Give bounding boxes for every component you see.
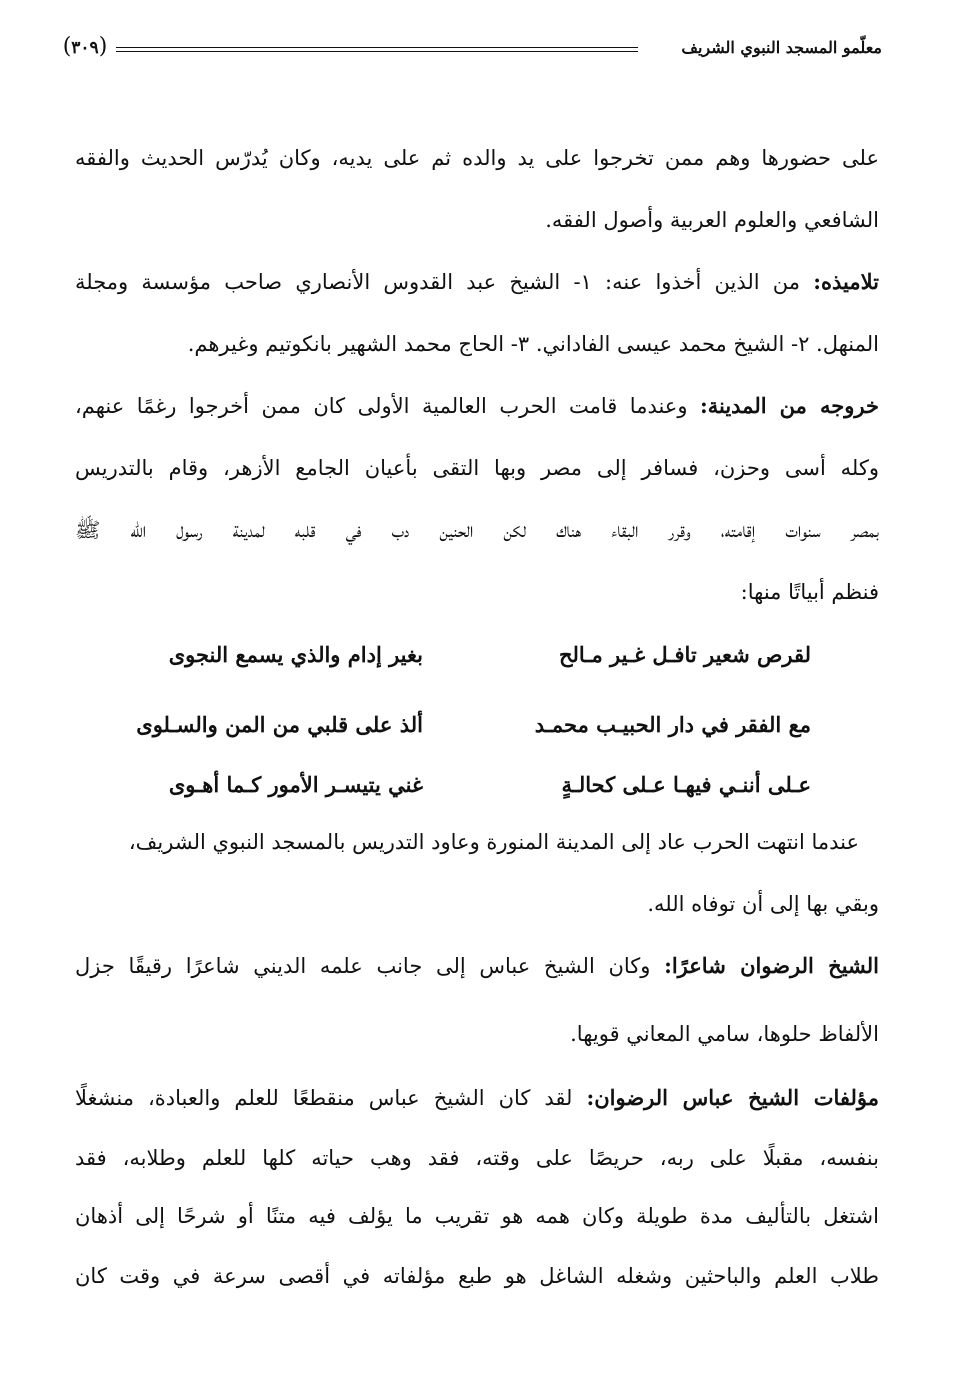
poem-verse-first: لقرص شعير تافـل غـير مـالح (558, 642, 811, 667)
paragraph-line: وبقي بها إلى أن توفاه الله. (647, 892, 879, 916)
running-header (56, 34, 882, 68)
paragraph-line (75, 386, 879, 426)
paragraph-line (75, 1078, 879, 1118)
bracket-right: ( (98, 34, 108, 59)
paragraph-line: وكله أسى وحزن، فسافر إلى مصر وبها التقى بأعيان الجامع الأزهر، وقام بالتدريس (75, 456, 879, 480)
paragraph-line: اشتغل بالتأليف مدة طويلة وكان همه هو تقريب ما يؤلف فيه متنًا أو شرحًا إلى أذهان (75, 1204, 879, 1228)
paragraph-line: المنهل. ٢- الشيخ محمد عيسى الفاداني. ٣- الحاج محمد الشهير بانكوتيم وغيرهم. (187, 332, 879, 356)
poem-verse-second: بغير إدام والذي يسمع النجوى (168, 642, 423, 667)
running-title: معلّمو المسجد النبوي الشريف (681, 38, 882, 57)
page-number-value: ٣٠٩ (71, 38, 99, 58)
paragraph-line: على حضورها وهم ممن تخرجوا على يد والده ثم على يديه، وكان يُدرّس الحديث والفقه (75, 146, 879, 170)
paragraph-line (75, 946, 879, 986)
paragraph-text: من الذين أخذوا عنه: ١- الشيخ عبد القدوس الأنصاري صاحب مؤسسة ومجلة (75, 270, 814, 294)
poem-verse-second: غني يتيسـر الأمور كـما أهـوى (168, 772, 423, 797)
paragraph-line: عندما انتهت الحرب عاد إلى المدينة المنورة وعاود التدريس بالمسجد النبوي الشريف، (128, 830, 859, 854)
header-rule (116, 47, 638, 48)
poem-verse-first: عـلى أننـي فيهـا عـلى كحالـةٍ (561, 772, 811, 797)
paragraph-text: وكان الشيخ عباس إلى جانب علمه الديني شاعرًا رقيقًا جزل (75, 954, 665, 978)
poem-verse-first: مع الفقر في دار الحبيـب محمـد (534, 712, 811, 737)
paragraph-line: بمصر سنوات إقامته، وقرر البقاء هناك لكن الحنين دب في قلبه لمدينة رسول الله ﷺ (75, 518, 879, 542)
paragraph-line: فنظم أبياتًا منها: (740, 580, 879, 604)
paragraph-line: بنفسه، مقبلًا على ربه، حريصًا على وقته، فقد وهب حياته كلها للعلم وطلابه، فقد (75, 1146, 879, 1170)
paragraph-text: وعندما قامت الحرب العالمية الأولى كان ممن أخرجوا رغمًا عنهم، (75, 394, 700, 418)
section-heading: خروجه من المدينة: (699, 393, 879, 418)
paragraph-text: لقد كان الشيخ عباس منقطعًا للعلم والعبادة، منشغلًا (75, 1086, 587, 1110)
paragraph-line: الشافعي والعلوم العربية وأصول الفقه. (545, 208, 879, 232)
section-heading: تلاميذه: (813, 269, 879, 294)
paragraph-line (75, 262, 879, 302)
section-heading: الشيخ الرضوان شاعرًا: (664, 953, 879, 978)
header-rule-second (116, 51, 638, 52)
paragraph-line: الألفاظ حلوها، سامي المعاني قويها. (570, 1022, 879, 1046)
bracket-left: ) (62, 34, 72, 59)
paragraph-line: طلاب العلم والباحثين وشغله الشاغل هو طبع مؤلفاته في أقصى سرعة في وقت كان (75, 1264, 879, 1288)
page-number (56, 34, 114, 59)
section-heading: مؤلفات الشيخ عباس الرضوان: (586, 1085, 879, 1110)
poem-verse-second: ألذ على قلبي من المن والسـلوى (136, 712, 423, 737)
